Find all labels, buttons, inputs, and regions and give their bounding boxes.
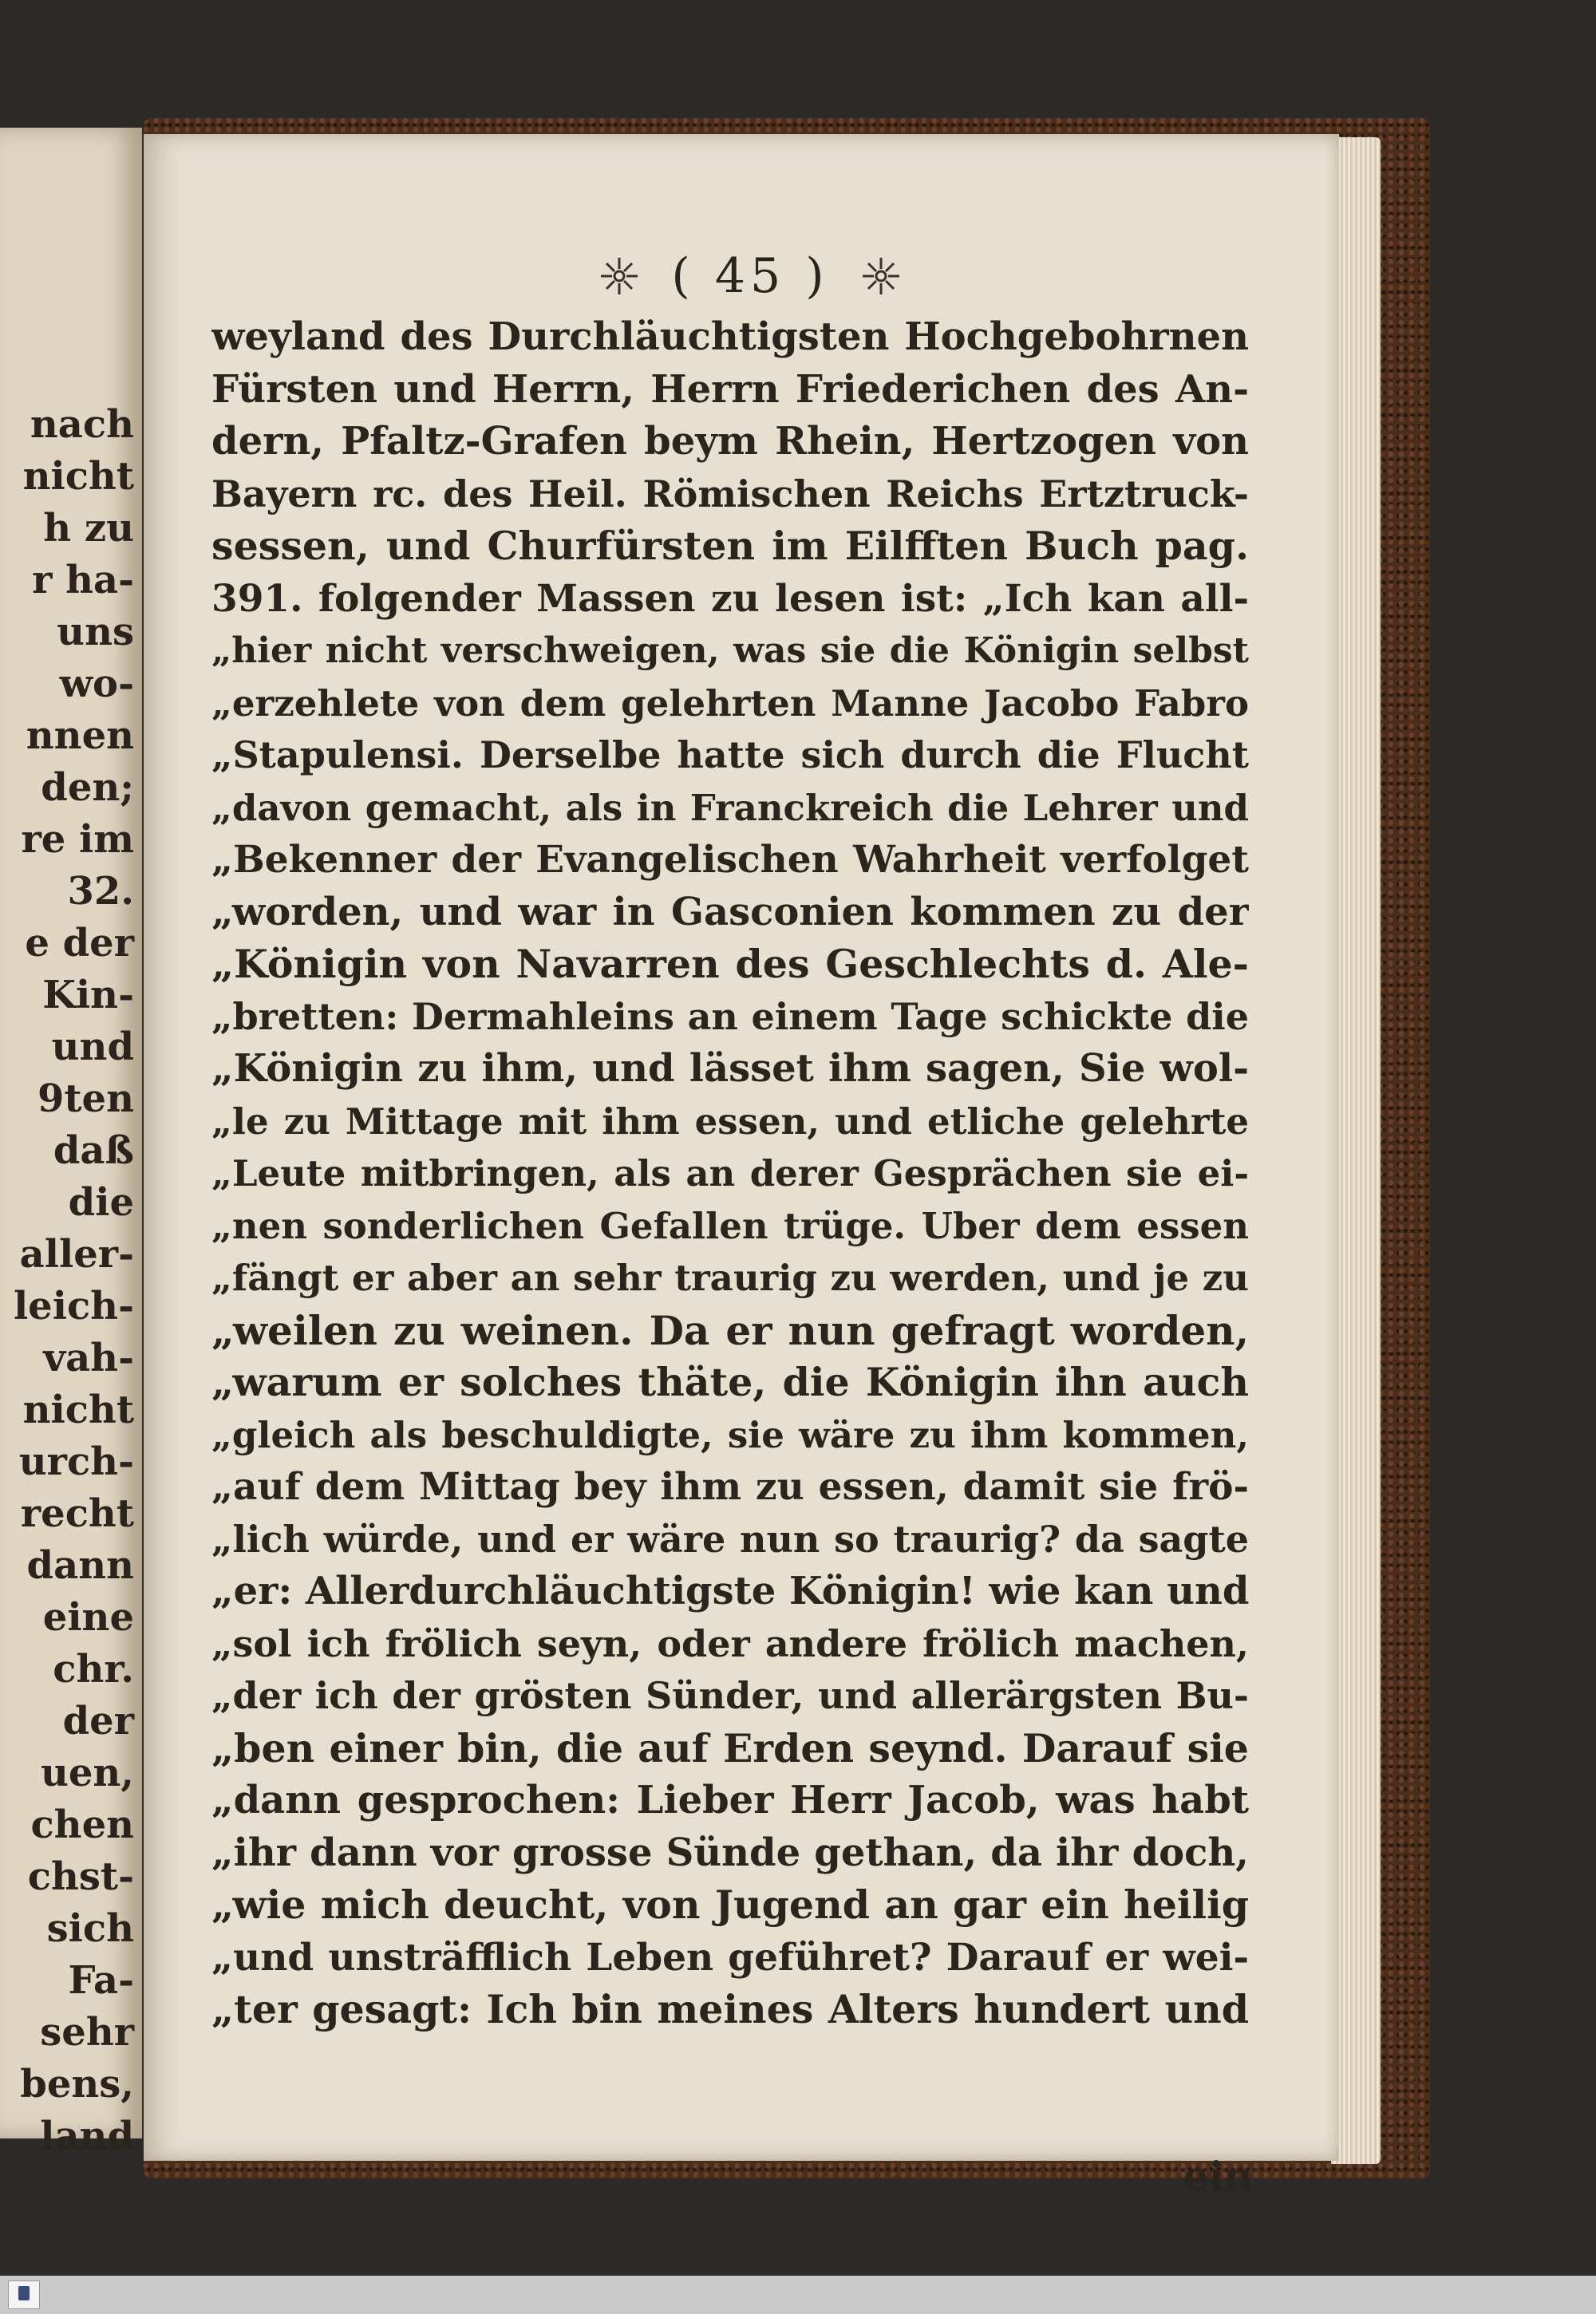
text-line: „erzehlete von dem gelehrten Manne Jacobo Fabro — [211, 681, 1249, 725]
left-page-fragment: aller- — [19, 1232, 134, 1277]
left-page-fragment: e der — [25, 921, 134, 965]
text-line: „hier nicht verschweigen, was sie die Königin selbst — [211, 630, 1249, 671]
text-line: „Stapulensi. Derselbe hatte sich durch die Flucht — [211, 733, 1249, 776]
text-line: „und unsträfflich Leben geführet? Darauf er wei- — [211, 1935, 1249, 1980]
text-line: „er: Allerdurchläuchtigste Königin! wie kan und — [211, 1569, 1249, 1613]
text-line: „Königin zu ihm, und lässet ihm sagen, Sie wol- — [211, 1046, 1249, 1091]
text-line: „ter gesagt: Ich bin meines Alters hundert und — [211, 1986, 1249, 2032]
text-line: „dann gesprochen: Lieber Herr Jacob, was habt — [211, 1778, 1249, 1822]
left-page-fragment: leich- — [13, 1284, 134, 1329]
left-page-text — [0, 399, 134, 2162]
left-page-fragment: urch- — [18, 1439, 134, 1484]
viewer-footer-bar — [0, 2276, 1596, 2314]
left-page-fragment: nicht — [22, 1388, 134, 1432]
flower-ornament-icon — [861, 256, 901, 296]
left-page-fragment: Kin- — [42, 973, 134, 1017]
left-page-fragment: daß — [53, 1128, 134, 1173]
text-line: „nen sonderlichen Gefallen trüge. Uber dem essen — [211, 1204, 1249, 1247]
text-line: „der ich der grösten Sünder, und allerärgsten Bu- — [211, 1674, 1249, 1717]
text-line: „bretten: Dermahleins an einem Tage schickte die — [211, 994, 1249, 1038]
left-page-fragment: bens, — [20, 2062, 134, 2107]
left-page-fragment: vah- — [43, 1336, 134, 1380]
left-page-fragment: chr. — [53, 1647, 134, 1692]
text-line: „gleich als beschuldigte, sie wäre zu ihm kommen, — [211, 1413, 1249, 1456]
left-page-fragment: land — [40, 2114, 134, 2158]
text-line: 391. folgender Massen zu lesen ist: „Ich kan all- — [211, 576, 1249, 621]
text-line: „lich würde, und er wäre nun so traurig? da sagte — [211, 1517, 1249, 1561]
left-page — [0, 128, 142, 2158]
text-line: „Königin von Navarren des Geschlechts d. Ale- — [211, 941, 1249, 987]
text-line: „fängt er aber an sehr traurig zu werden, und je zu — [211, 1257, 1249, 1299]
page-number: ( 45 ) — [671, 248, 829, 304]
body-text — [211, 311, 1249, 2036]
left-page-fragment: chst- — [27, 1854, 134, 1899]
text-line: „Bekenner der Evangelischen Wahrheit verfolget — [211, 838, 1249, 882]
text-line: „wie mich deucht, von Jugend an gar ein heilig — [211, 1882, 1249, 1928]
library-logo-icon — [8, 2280, 40, 2309]
left-page-fragment: 9ten — [37, 1076, 134, 1121]
left-page-fragment: 32. — [67, 869, 134, 914]
text-line: „ihr dann vor grosse Sünde gethan, da ihr doch, — [211, 1830, 1249, 1875]
text-line: „worden, und war in Gasconien kommen zu der — [211, 889, 1249, 934]
left-page-fragment: chen — [30, 1803, 134, 1847]
catchword: ein — [1183, 2153, 1253, 2200]
left-page-fragment: der — [62, 1699, 134, 1743]
left-page-fragment: sehr — [40, 2010, 134, 2055]
text-line: „davon gemacht, als in Franckreich die Lehrer und — [211, 786, 1249, 829]
text-line: „auf dem Mittag bey ihm zu essen, damit sie frö- — [211, 1465, 1249, 1509]
text-line: dern, Pfaltz-Grafen beym Rhein, Hertzogen von — [211, 419, 1249, 464]
left-page-fragment: re im — [21, 817, 134, 862]
text-line: Fürsten und Herrn, Herrn Friederichen des An- — [211, 366, 1249, 412]
left-page-fragment: nicht — [22, 454, 134, 499]
text-line: „ben einer bin, die auf Erden seynd. Darauf sie — [211, 1724, 1249, 1771]
left-page-fragment: r ha- — [32, 558, 134, 602]
left-page-fragment: wo- — [59, 661, 134, 706]
left-page-fragment: den; — [41, 765, 134, 810]
page-header — [511, 244, 990, 308]
left-page-fragment: und — [51, 1025, 134, 1069]
text-line: „Leute mitbringen, als an derer Gesprächen sie ei- — [211, 1152, 1249, 1195]
text-line: weyland des Durchläuchtigsten Hochgebohrnen — [211, 314, 1249, 359]
right-page — [144, 134, 1339, 2200]
left-page-fragment: uen, — [40, 1751, 134, 1795]
left-page-fragment: dann — [26, 1543, 134, 1588]
text-line: „sol ich frölich seyn, oder andere frölich machen, — [211, 1621, 1249, 1665]
left-page-fragment: eine — [42, 1595, 134, 1640]
left-page-fragment: nnen — [26, 713, 134, 758]
text-line: sessen, und Churfürsten im Eilfften Buch pag. — [211, 523, 1249, 569]
text-line: „weilen zu weinen. Da er nun gefragt worden, — [211, 1306, 1249, 1354]
left-page-fragment: die — [68, 1180, 134, 1225]
left-page-fragment: Fa- — [68, 1958, 134, 2003]
left-page-fragment: nach — [30, 402, 134, 447]
left-page-fragment: recht — [20, 1491, 134, 1536]
text-line: „warum er solches thäte, die Königin ihn auch — [211, 1359, 1249, 1405]
left-page-fragment: sich — [46, 1906, 134, 1951]
left-page-fragment: uns — [57, 610, 134, 654]
left-page-fragment: h zu — [43, 506, 134, 551]
text-line: Bayern rc. des Heil. Römischen Reichs Ertztruck- — [211, 472, 1249, 515]
flower-ornament-icon — [599, 256, 639, 296]
text-line: „le zu Mittage mit ihm essen, und etliche gelehrte — [211, 1100, 1249, 1143]
